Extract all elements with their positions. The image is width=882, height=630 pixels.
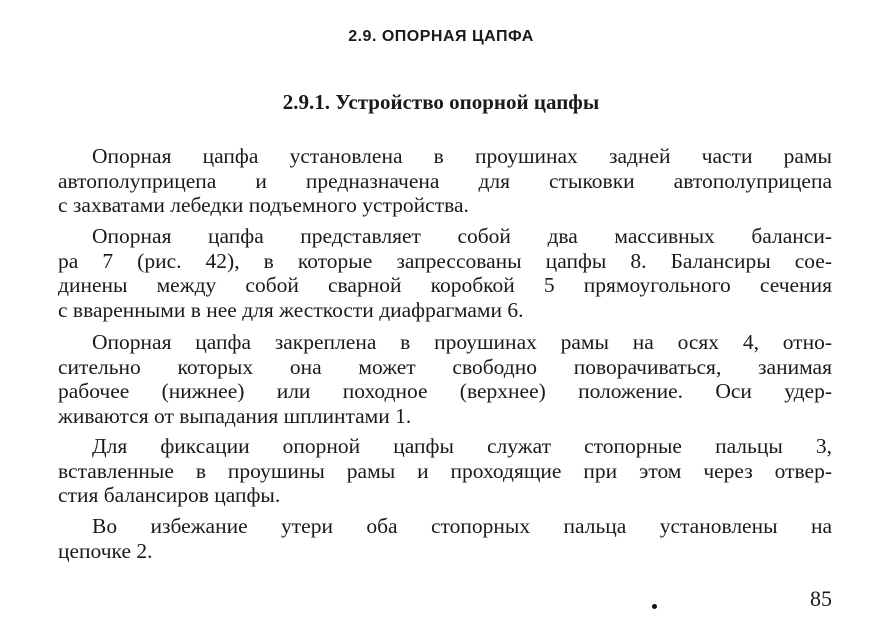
text-line: Во избежание утери оба стопорных пальца установлены на <box>92 514 832 538</box>
paragraph-4 <box>58 434 832 508</box>
text-line: живаются от выпадания шплинтами 1. <box>58 403 412 428</box>
print-speck <box>652 604 657 609</box>
text-line: Опорная цапфа представляет собой два массивных баланси- <box>92 224 832 248</box>
text-line: с захватами лебедки подъемного устройства. <box>58 193 469 217</box>
paragraph-3 <box>58 330 832 428</box>
section-title: 2.9. ОПОРНАЯ ЦАПФА <box>348 28 534 45</box>
text-line: сительно которых она может свободно поворачиваться, занимая <box>58 354 832 379</box>
text-line: автополуприцепа и предназначена для стыковки автополуприцепа <box>58 168 832 193</box>
text-line: с вваренными в нее для жесткости диафрагмами 6. <box>58 297 524 322</box>
paragraph-1 <box>58 144 832 218</box>
text-line: Опорная цапфа закреплена в проушинах рамы на осях 4, отно- <box>92 330 832 354</box>
text-line: стия балансиров цапфы. <box>58 483 281 507</box>
text-line: Для фиксации опорной цапфы служат стопорные пальцы 3, <box>92 434 832 458</box>
paragraph-5 <box>58 514 832 563</box>
text-line: динены между собой сварной коробкой 5 прямоугольного сечения <box>58 273 832 297</box>
text-line: Опорная цапфа установлена в проушинах задней части рамы <box>92 144 832 168</box>
text-line: цепочке 2. <box>58 538 153 563</box>
page-number: 85 <box>810 586 832 611</box>
subsection-title: 2.9.1. Устройство опорной цапфы <box>282 90 600 114</box>
paragraph-2 <box>58 224 832 322</box>
text-line: ра 7 (рис. 42), в которые запрессованы цапфы 8. Балансиры сое- <box>58 248 832 273</box>
text-line: вставленные в проушины рамы и проходящие при этом через отвер- <box>58 458 832 483</box>
text-line: рабочее (нижнее) или походное (верхнее) положение. Оси удер- <box>58 379 832 403</box>
